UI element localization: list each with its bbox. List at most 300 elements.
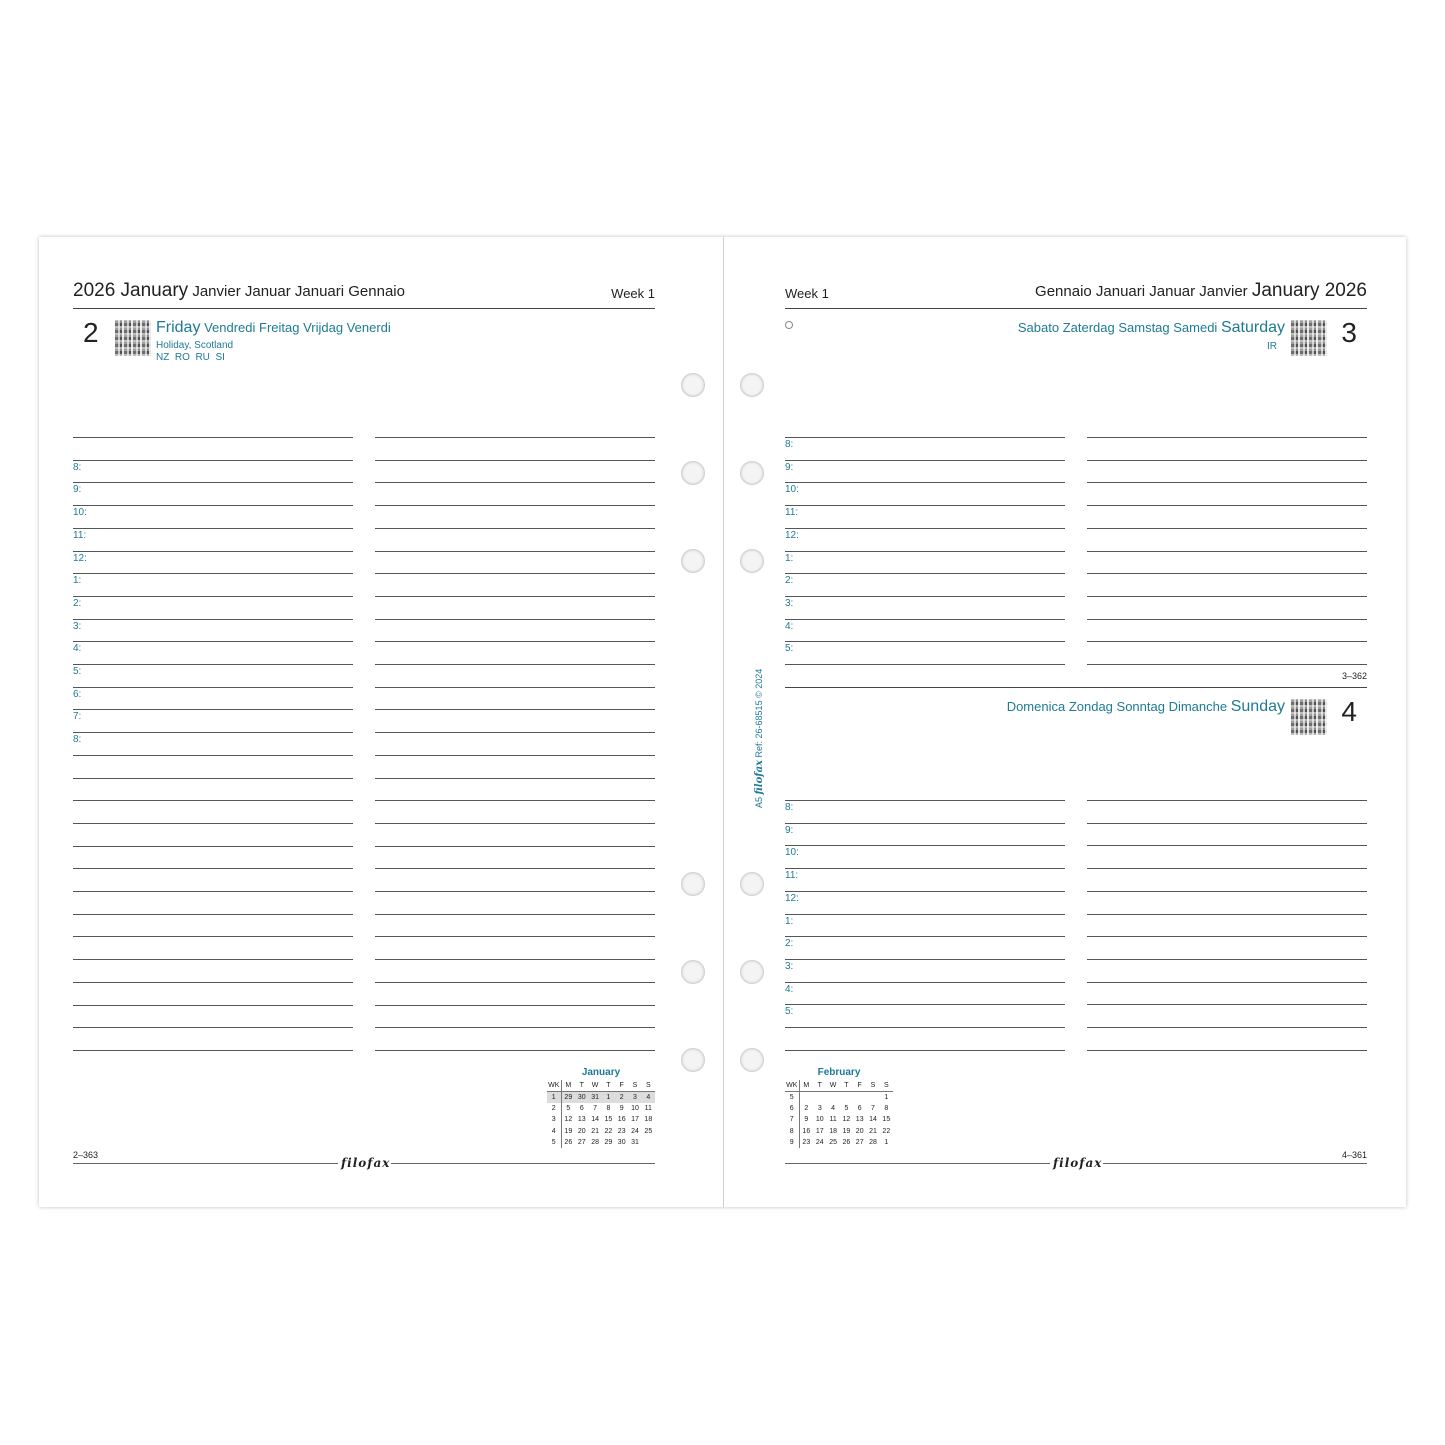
calendar-header-cell: T [602,1080,615,1091]
calendar-day-cell: 22 [882,1127,891,1135]
calendar-day-cell: 14 [591,1116,599,1124]
ruled-line [1087,619,1367,620]
week-number-cell: 5 [547,1137,561,1148]
ruled-line [73,573,353,574]
ruled-line [785,551,1065,552]
calendar-day-cell [799,1091,813,1102]
ruled-line [73,551,353,552]
calendar-day-cell: 30 [617,1139,626,1147]
ruled-line [785,1004,1065,1005]
ruled-line [1087,1004,1367,1005]
ruled-line [785,914,1065,915]
mini-calendar-january [547,1067,655,1148]
mini-calendar-grid [547,1080,655,1148]
calendar-day-cell [853,1091,866,1102]
calendar-day-cell [826,1091,839,1102]
calendar-day-cell: 1 [884,1139,889,1147]
calendar-day-cell: 11 [644,1104,652,1112]
ruled-line [1087,460,1367,461]
calendar-day-cell: 19 [564,1127,573,1135]
planner-spread [39,237,1406,1207]
calendar-day-cell: 22 [604,1127,613,1135]
calendar-day-cell: 2 [804,1104,809,1112]
ruled-line [375,437,655,438]
hour-label: 4: [785,983,794,995]
ruled-line [375,755,655,756]
hour-label: 1: [785,915,794,927]
ruled-line [375,959,655,960]
week-number-cell: 2 [547,1103,561,1114]
hour-label: 11: [785,870,799,882]
country-codes: NZ RO RU SI [156,352,225,363]
calendar-day-cell: 31 [631,1139,639,1147]
calendar-day-cell: 23 [802,1139,811,1147]
ruled-line [375,732,655,733]
calendar-day-cell: 28 [591,1139,599,1147]
calendar-day-cell: 7 [593,1104,598,1112]
ruled-line [785,959,1065,960]
ruled-line [1087,596,1367,597]
calendar-week-row [547,1126,655,1137]
ruled-line [73,959,353,960]
ruled-line [375,482,655,483]
day-name-row [156,319,391,337]
ruled-line [73,800,353,801]
hour-label: 5: [785,1006,794,1018]
ruled-line [375,573,655,574]
ruled-line [375,823,655,824]
ruled-line [785,800,1065,801]
ruled-line [1087,914,1367,915]
calendar-header-row [547,1080,655,1091]
qr-code-icon [1291,699,1327,735]
ruled-line [73,755,353,756]
hour-label: 1: [785,552,794,564]
calendar-day-cell [866,1091,879,1102]
calendar-day-cell: 5 [566,1104,571,1112]
ruled-line [73,482,353,483]
ruled-line [785,982,1065,983]
hour-label: 8: [785,802,794,813]
ruled-line [375,619,655,620]
ruled-line [375,641,655,642]
right-header-title [1035,280,1367,302]
ruled-line [375,596,655,597]
punch-hole [681,1048,705,1072]
ruled-line [785,845,1065,846]
calendar-day-cell: 5 [844,1104,849,1112]
footer-rule [1103,1163,1367,1164]
calendar-header-row [785,1080,893,1091]
calendar-week-row [547,1103,655,1114]
week-label: Week 1 [785,286,829,301]
calendar-week-row [785,1114,893,1125]
week-number-cell: 5 [785,1091,799,1102]
ruled-line [73,891,353,892]
day-name: Friday [156,319,201,336]
week-number-cell: 3 [547,1114,561,1125]
ruled-line [73,460,353,461]
hour-label: 10: [785,484,799,496]
ruled-line [375,914,655,915]
left-page [73,237,655,1207]
ruled-line [785,641,1065,642]
ruled-line [375,664,655,665]
ruled-line [73,846,353,847]
hour-label: 12: [785,529,799,541]
ruled-line [375,868,655,869]
ruled-line [73,619,353,620]
week-number-cell: 6 [785,1103,799,1114]
ruled-line [785,528,1065,529]
ruled-line [375,800,655,801]
week-number-cell: 7 [785,1114,799,1125]
punch-hole [681,373,705,397]
ruled-line [73,823,353,824]
ruled-line [73,936,353,937]
ruled-line [1087,845,1367,846]
footer-rule [785,1163,1050,1164]
ruled-line [785,596,1065,597]
ruled-line [375,505,655,506]
mini-calendar-grid [785,1080,893,1148]
calendar-day-cell: 28 [869,1139,877,1147]
mini-calendar-title: January [581,1067,621,1078]
hour-label: 4: [785,620,794,632]
footer-rule [391,1163,655,1164]
hour-label: 3: [785,960,794,972]
spine [723,237,724,1207]
ruled-line [1087,641,1367,642]
calendar-day-cell: 4 [642,1091,655,1102]
calendar-day-cell: 6 [579,1104,584,1112]
hour-label: 12: [73,552,87,564]
calendar-day-cell [840,1091,853,1102]
calendar-day-cell: 12 [564,1116,573,1124]
week-label: Week 1 [611,286,655,301]
week-number-cell: 9 [785,1137,799,1148]
week-number-cell: 4 [547,1126,561,1137]
ruled-line [1087,505,1367,506]
qr-code-icon [1291,320,1327,356]
calendar-day-cell: 20 [577,1127,586,1135]
month-translations: Gennaio Januari Januar Janvier [1035,283,1248,300]
calendar-header-cell: S [628,1080,641,1091]
filofax-logo: filofax [1053,1156,1103,1170]
month-translations: Janvier Januar Januari Gennaio [192,283,405,300]
saturday-day-number: 3 [1341,317,1357,348]
sunday-name: Sunday [1230,698,1285,715]
month-year: January 2026 [1251,280,1367,301]
ruled-line [73,868,353,869]
sunday-translations: Domenica Zondag Sonntag Dimanche [1006,699,1228,714]
calendar-day-cell: 3 [628,1091,641,1102]
ruled-line [1087,573,1367,574]
calendar-day-cell: 26 [564,1139,573,1147]
right-header [785,277,1367,309]
ruled-line [375,982,655,983]
hour-label: 5: [785,643,794,655]
saturday-name-row [1018,319,1285,337]
hour-label: 3: [73,620,82,632]
calendar-header-cell: F [615,1080,628,1091]
calendar-week-row [785,1126,893,1137]
calendar-day-cell: 9 [619,1104,624,1112]
hour-label: 10: [785,847,799,859]
calendar-day-cell: 16 [802,1127,811,1135]
holiday-note: Holiday, Scotland [156,340,234,351]
ruled-line [375,891,655,892]
ruled-line [375,1050,655,1051]
ruled-line [785,619,1065,620]
calendar-header-cell: M [799,1080,813,1091]
ruled-line [785,936,1065,937]
calendar-day-cell: 23 [617,1127,626,1135]
page-folio: 4–361 [1341,1150,1367,1160]
ruled-line [73,778,353,779]
day-divider [785,687,1367,688]
calendar-day-cell: 9 [804,1116,809,1124]
calendar-day-cell: 21 [591,1127,599,1135]
ruled-line [785,1050,1065,1051]
calendar-day-cell: 12 [842,1116,851,1124]
hour-label: 9: [785,824,794,836]
ruled-line [785,1027,1065,1028]
hour-label: 8: [73,734,82,746]
calendar-day-cell: 15 [882,1116,891,1124]
ruled-line [73,687,353,688]
reference-number: Ref: 26-68515 [754,700,764,758]
ruled-line [375,528,655,529]
ruled-line [73,1027,353,1028]
calendar-day-cell: 1 [884,1093,889,1101]
saturday-name: Saturday [1220,319,1285,336]
ruled-line [73,732,353,733]
calendar-day-cell: 31 [588,1091,601,1102]
day-translations: Vendredi Freitag Vrijdag Venerdi [204,320,391,335]
calendar-day-cell: 27 [577,1139,586,1147]
calendar-day-cell: 17 [631,1116,639,1124]
calendar-header-cell: T [575,1080,588,1091]
ruled-line [73,982,353,983]
punch-hole [740,461,764,485]
punch-hole [681,461,705,485]
ruled-line [1087,823,1367,824]
calendar-day-cell: 24 [815,1139,824,1147]
week-number-cell: 8 [785,1126,799,1137]
ruled-line [1087,868,1367,869]
calendar-day-cell: 29 [561,1091,575,1102]
spine-imprint [754,669,765,808]
calendar-day-cell: 10 [815,1116,824,1124]
ruled-line [785,891,1065,892]
calendar-day-cell: 21 [869,1127,877,1135]
hour-label: 2: [785,575,794,587]
calendar-day-cell: 25 [829,1139,837,1147]
calendar-day-cell: 14 [869,1116,877,1124]
ruled-line [73,914,353,915]
calendar-day-cell: 13 [855,1116,864,1124]
calendar-day-cell: 10 [631,1104,639,1112]
ruled-line [375,687,655,688]
ruled-line [1087,437,1367,438]
calendar-day-cell: 30 [575,1091,588,1102]
mini-calendar-title: February [817,1067,861,1078]
calendar-day-cell: 8 [884,1104,889,1112]
ruled-line [785,823,1065,824]
page-folio: 2–363 [73,1150,99,1160]
saturday-country-codes: IR [1267,341,1277,352]
ruled-line [1087,891,1367,892]
calendar-day-cell: 17 [815,1127,824,1135]
ruled-line [1087,800,1367,801]
ruled-line [1087,528,1367,529]
calendar-week-row [785,1103,893,1114]
calendar-header-cell: S [880,1080,893,1091]
ruled-line [785,868,1065,869]
ruled-line [375,709,655,710]
ruled-line [785,573,1065,574]
calendar-day-cell: 26 [842,1139,851,1147]
sunday-day-number: 4 [1341,696,1357,727]
ruled-line [375,460,655,461]
calendar-day-cell: 6 [857,1104,862,1112]
calendar-day-cell: 15 [604,1116,613,1124]
calendar-week-row [547,1114,655,1125]
calendar-header-cell: T [813,1080,826,1091]
calendar-day-cell: 20 [855,1127,864,1135]
day-number: 2 [83,317,99,348]
calendar-day-cell: 19 [842,1127,851,1135]
ruled-line [1087,551,1367,552]
ruled-line [1087,959,1367,960]
calendar-day-cell: 13 [577,1116,586,1124]
hour-label: 11: [73,529,87,541]
filofax-logo: filofax [754,759,765,795]
circle-marker-icon [785,321,793,329]
week-number-cell: 1 [547,1091,561,1102]
footer-rule [73,1163,338,1164]
ruled-line [1087,982,1367,983]
ruled-line [73,641,353,642]
ruled-line [1087,1027,1367,1028]
left-header-title [73,280,405,302]
calendar-day-cell: 25 [644,1127,653,1135]
year-month: 2026 January [73,280,189,301]
calendar-header-cell: W [588,1080,601,1091]
calendar-week-row [785,1091,893,1102]
ruled-line [1087,1050,1367,1051]
hour-label: 2: [73,597,82,609]
calendar-header-cell: F [853,1080,866,1091]
calendar-header-cell: S [642,1080,655,1091]
calendar-day-cell: 1 [602,1091,615,1102]
punch-hole [740,1048,764,1072]
ruled-line [375,1005,655,1006]
calendar-day-cell: 8 [606,1104,611,1112]
ruled-line [375,1027,655,1028]
ruled-line [1087,664,1367,665]
paper-size: A5 [754,796,764,808]
punch-hole [740,549,764,573]
hour-label: 3: [785,597,794,609]
calendar-day-cell: 2 [615,1091,628,1102]
punch-hole [681,549,705,573]
punch-hole [740,960,764,984]
left-header [73,277,655,309]
calendar-day-cell: 24 [631,1127,639,1135]
calendar-week-row [785,1137,893,1148]
hour-label: 4: [73,643,82,655]
ruled-line [375,778,655,779]
calendar-day-cell: 29 [604,1139,613,1147]
calendar-day-cell: 7 [871,1104,875,1112]
qr-code-icon [115,320,151,356]
hour-label: 10: [73,507,87,519]
hour-label: 2: [785,938,794,950]
ruled-line [73,528,353,529]
punch-hole [681,960,705,984]
hour-label: 8: [785,439,794,450]
calendar-day-cell: 27 [855,1139,864,1147]
punch-hole [740,373,764,397]
hour-label: 12: [785,892,799,904]
hour-label: 9: [73,484,82,496]
ruled-line [375,936,655,937]
calendar-day-cell: 4 [831,1104,836,1112]
calendar-week-row [547,1137,655,1148]
hour-label: 1: [73,575,82,587]
ruled-line [73,505,353,506]
calendar-day-cell [813,1091,826,1102]
copyright: © 2024 [754,668,764,698]
filofax-logo: filofax [341,1156,391,1170]
right-page [785,237,1367,1207]
hour-label: 11: [785,507,799,519]
hour-label: 6: [73,688,82,700]
hour-label: 8: [73,461,82,473]
calendar-header-cell: WK [547,1080,561,1091]
ruled-line [1087,936,1367,937]
punch-hole [681,872,705,896]
calendar-day-cell: 18 [644,1116,653,1124]
calendar-header-cell: S [866,1080,879,1091]
ruled-line [73,1005,353,1006]
calendar-header-cell: W [826,1080,839,1091]
calendar-header-cell: WK [785,1080,799,1091]
calendar-day-cell [642,1137,655,1148]
ruled-line [73,1050,353,1051]
ruled-line [73,437,353,438]
ruled-line [785,505,1065,506]
calendar-header-cell: T [840,1080,853,1091]
ruled-line [73,664,353,665]
ruled-line [785,437,1065,438]
ruled-line [375,846,655,847]
calendar-day-cell: 11 [829,1116,837,1124]
ruled-line [785,664,1065,665]
ruled-line [73,709,353,710]
mini-calendar-february [785,1067,893,1148]
hour-label: 7: [73,711,82,723]
saturday-translations: Sabato Zaterdag Samstag Samedi [1017,320,1218,335]
ruled-line [1087,482,1367,483]
hour-label: 5: [73,666,82,677]
ruled-line [785,482,1065,483]
calendar-header-cell: M [561,1080,575,1091]
punch-hole [740,872,764,896]
ruled-line [785,460,1065,461]
